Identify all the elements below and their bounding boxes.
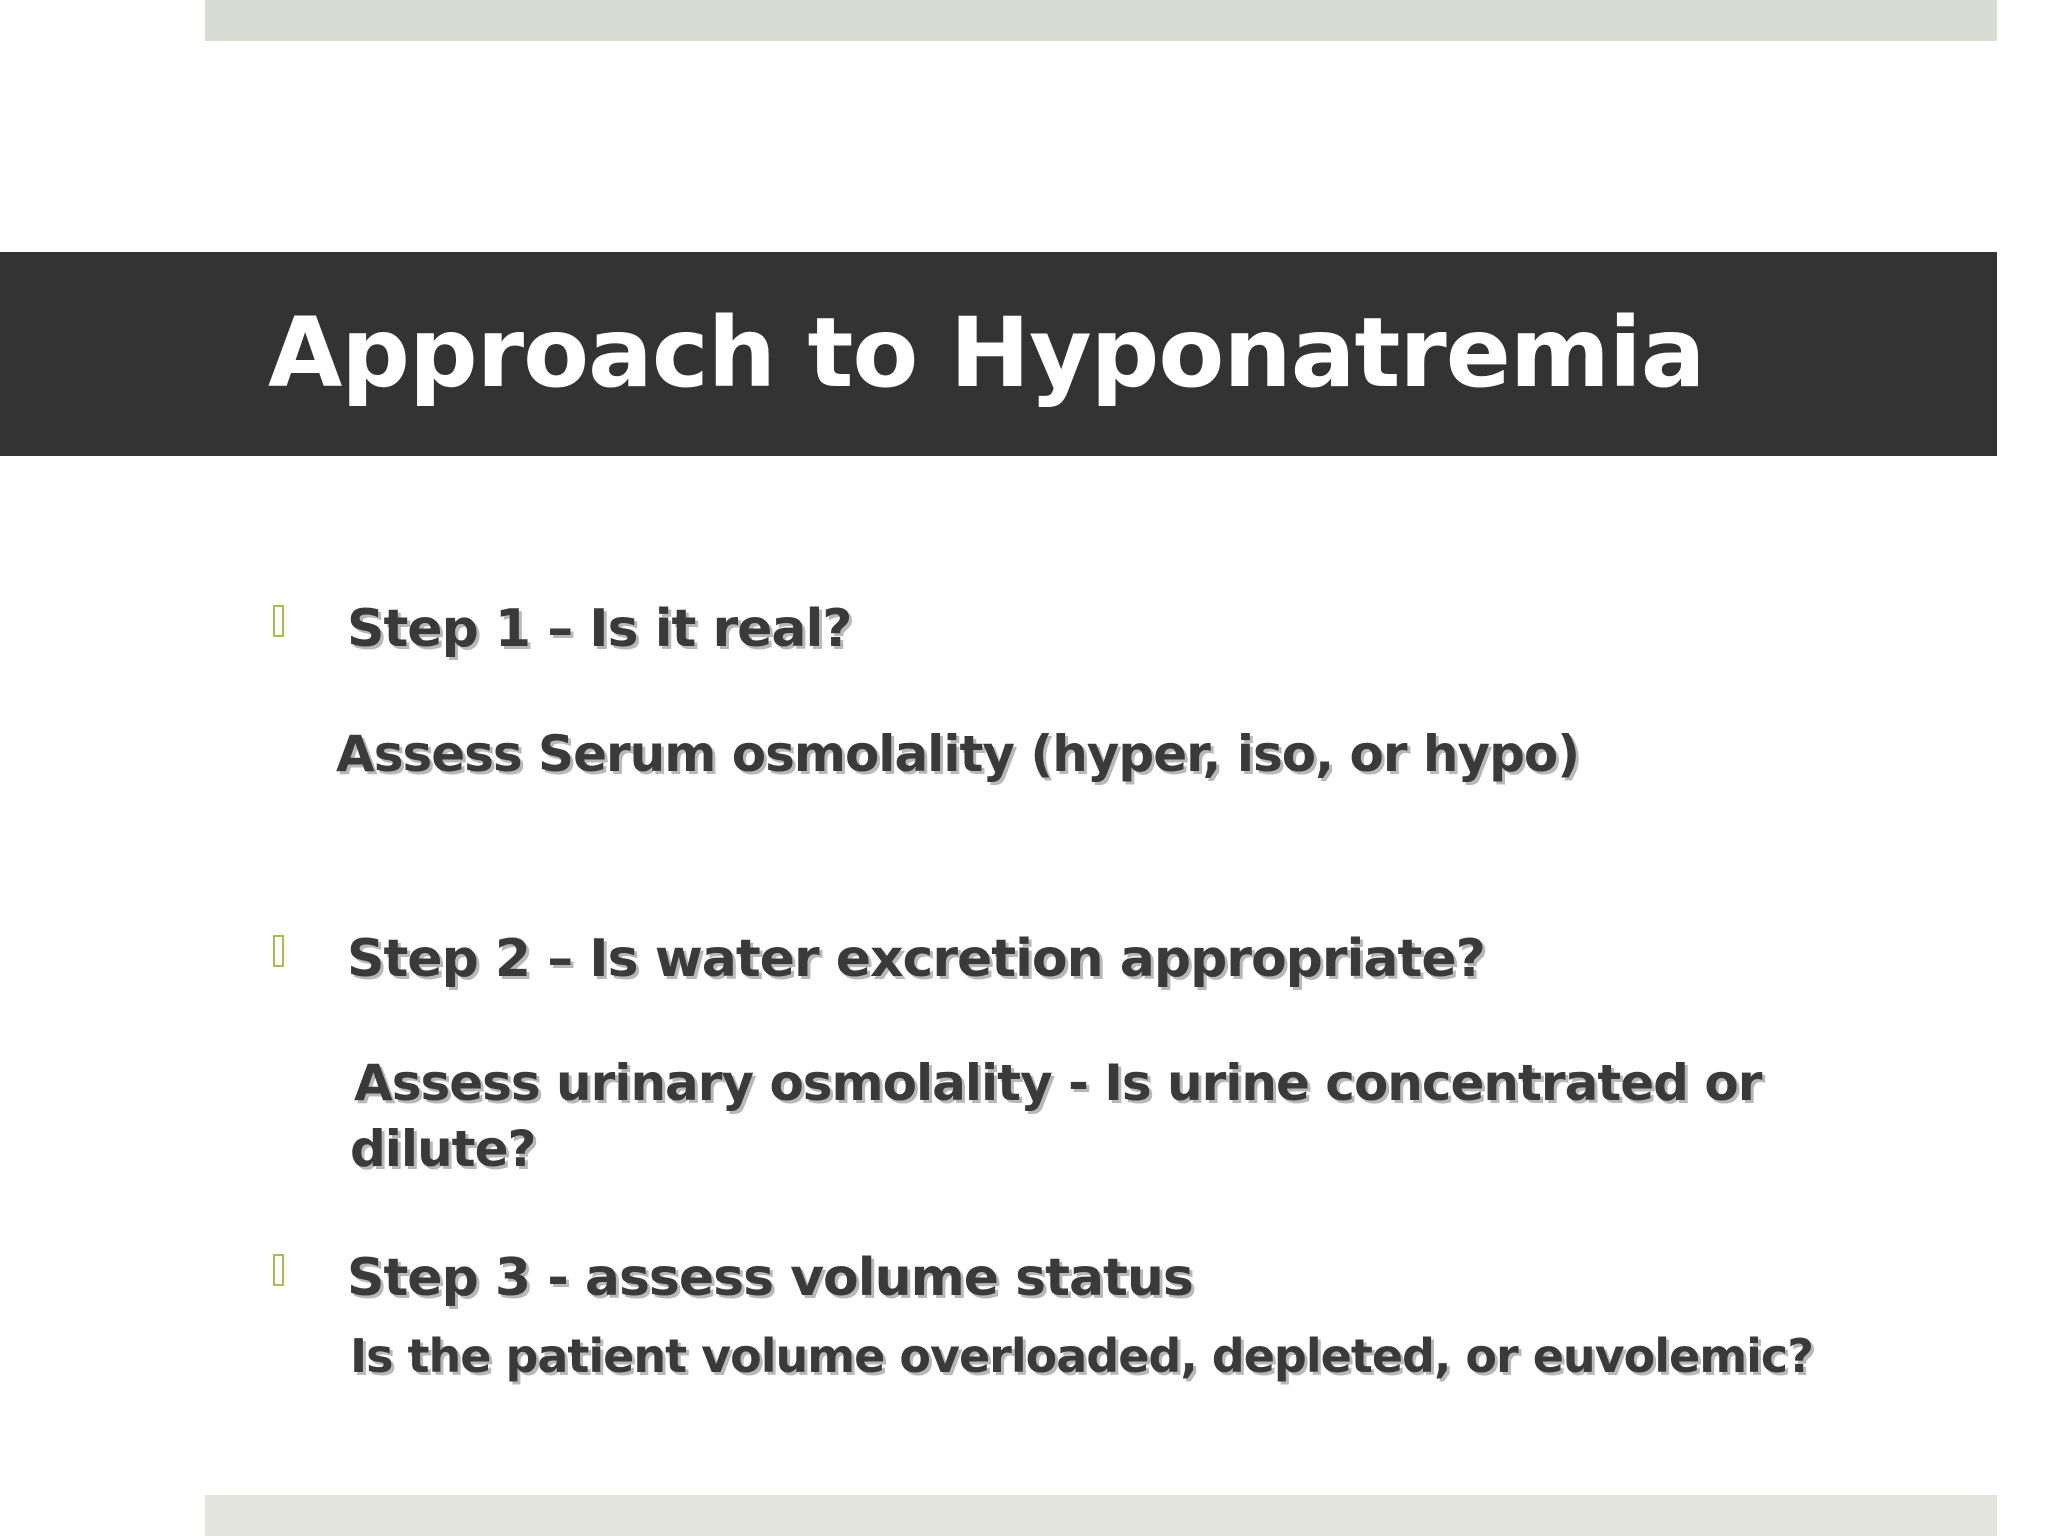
square-bullet-icon: [273, 935, 284, 967]
step-1-heading: Step 1 – Is it real?: [347, 599, 852, 659]
step-3-detail: Is the patient volume overloaded, depleted, or euvolemic?: [350, 1329, 1813, 1383]
step-2-detail: Assess urinary osmolality - Is urine concentrated or dilute?: [350, 1054, 1762, 1178]
step-2-heading: Step 2 – Is water excretion appropriate?: [347, 929, 1485, 989]
step-1-detail: Assess Serum osmolality (hyper, iso, or hypo): [336, 725, 1580, 783]
square-bullet-icon: [273, 605, 284, 637]
top-decorative-bar: [205, 0, 1997, 41]
bottom-decorative-bar: [205, 1495, 1997, 1536]
square-bullet-icon: [273, 1254, 284, 1286]
step-3-heading: Step 3 - assess volume status: [347, 1248, 1193, 1308]
slide-title: Approach to Hyponatremia: [268, 297, 1705, 409]
